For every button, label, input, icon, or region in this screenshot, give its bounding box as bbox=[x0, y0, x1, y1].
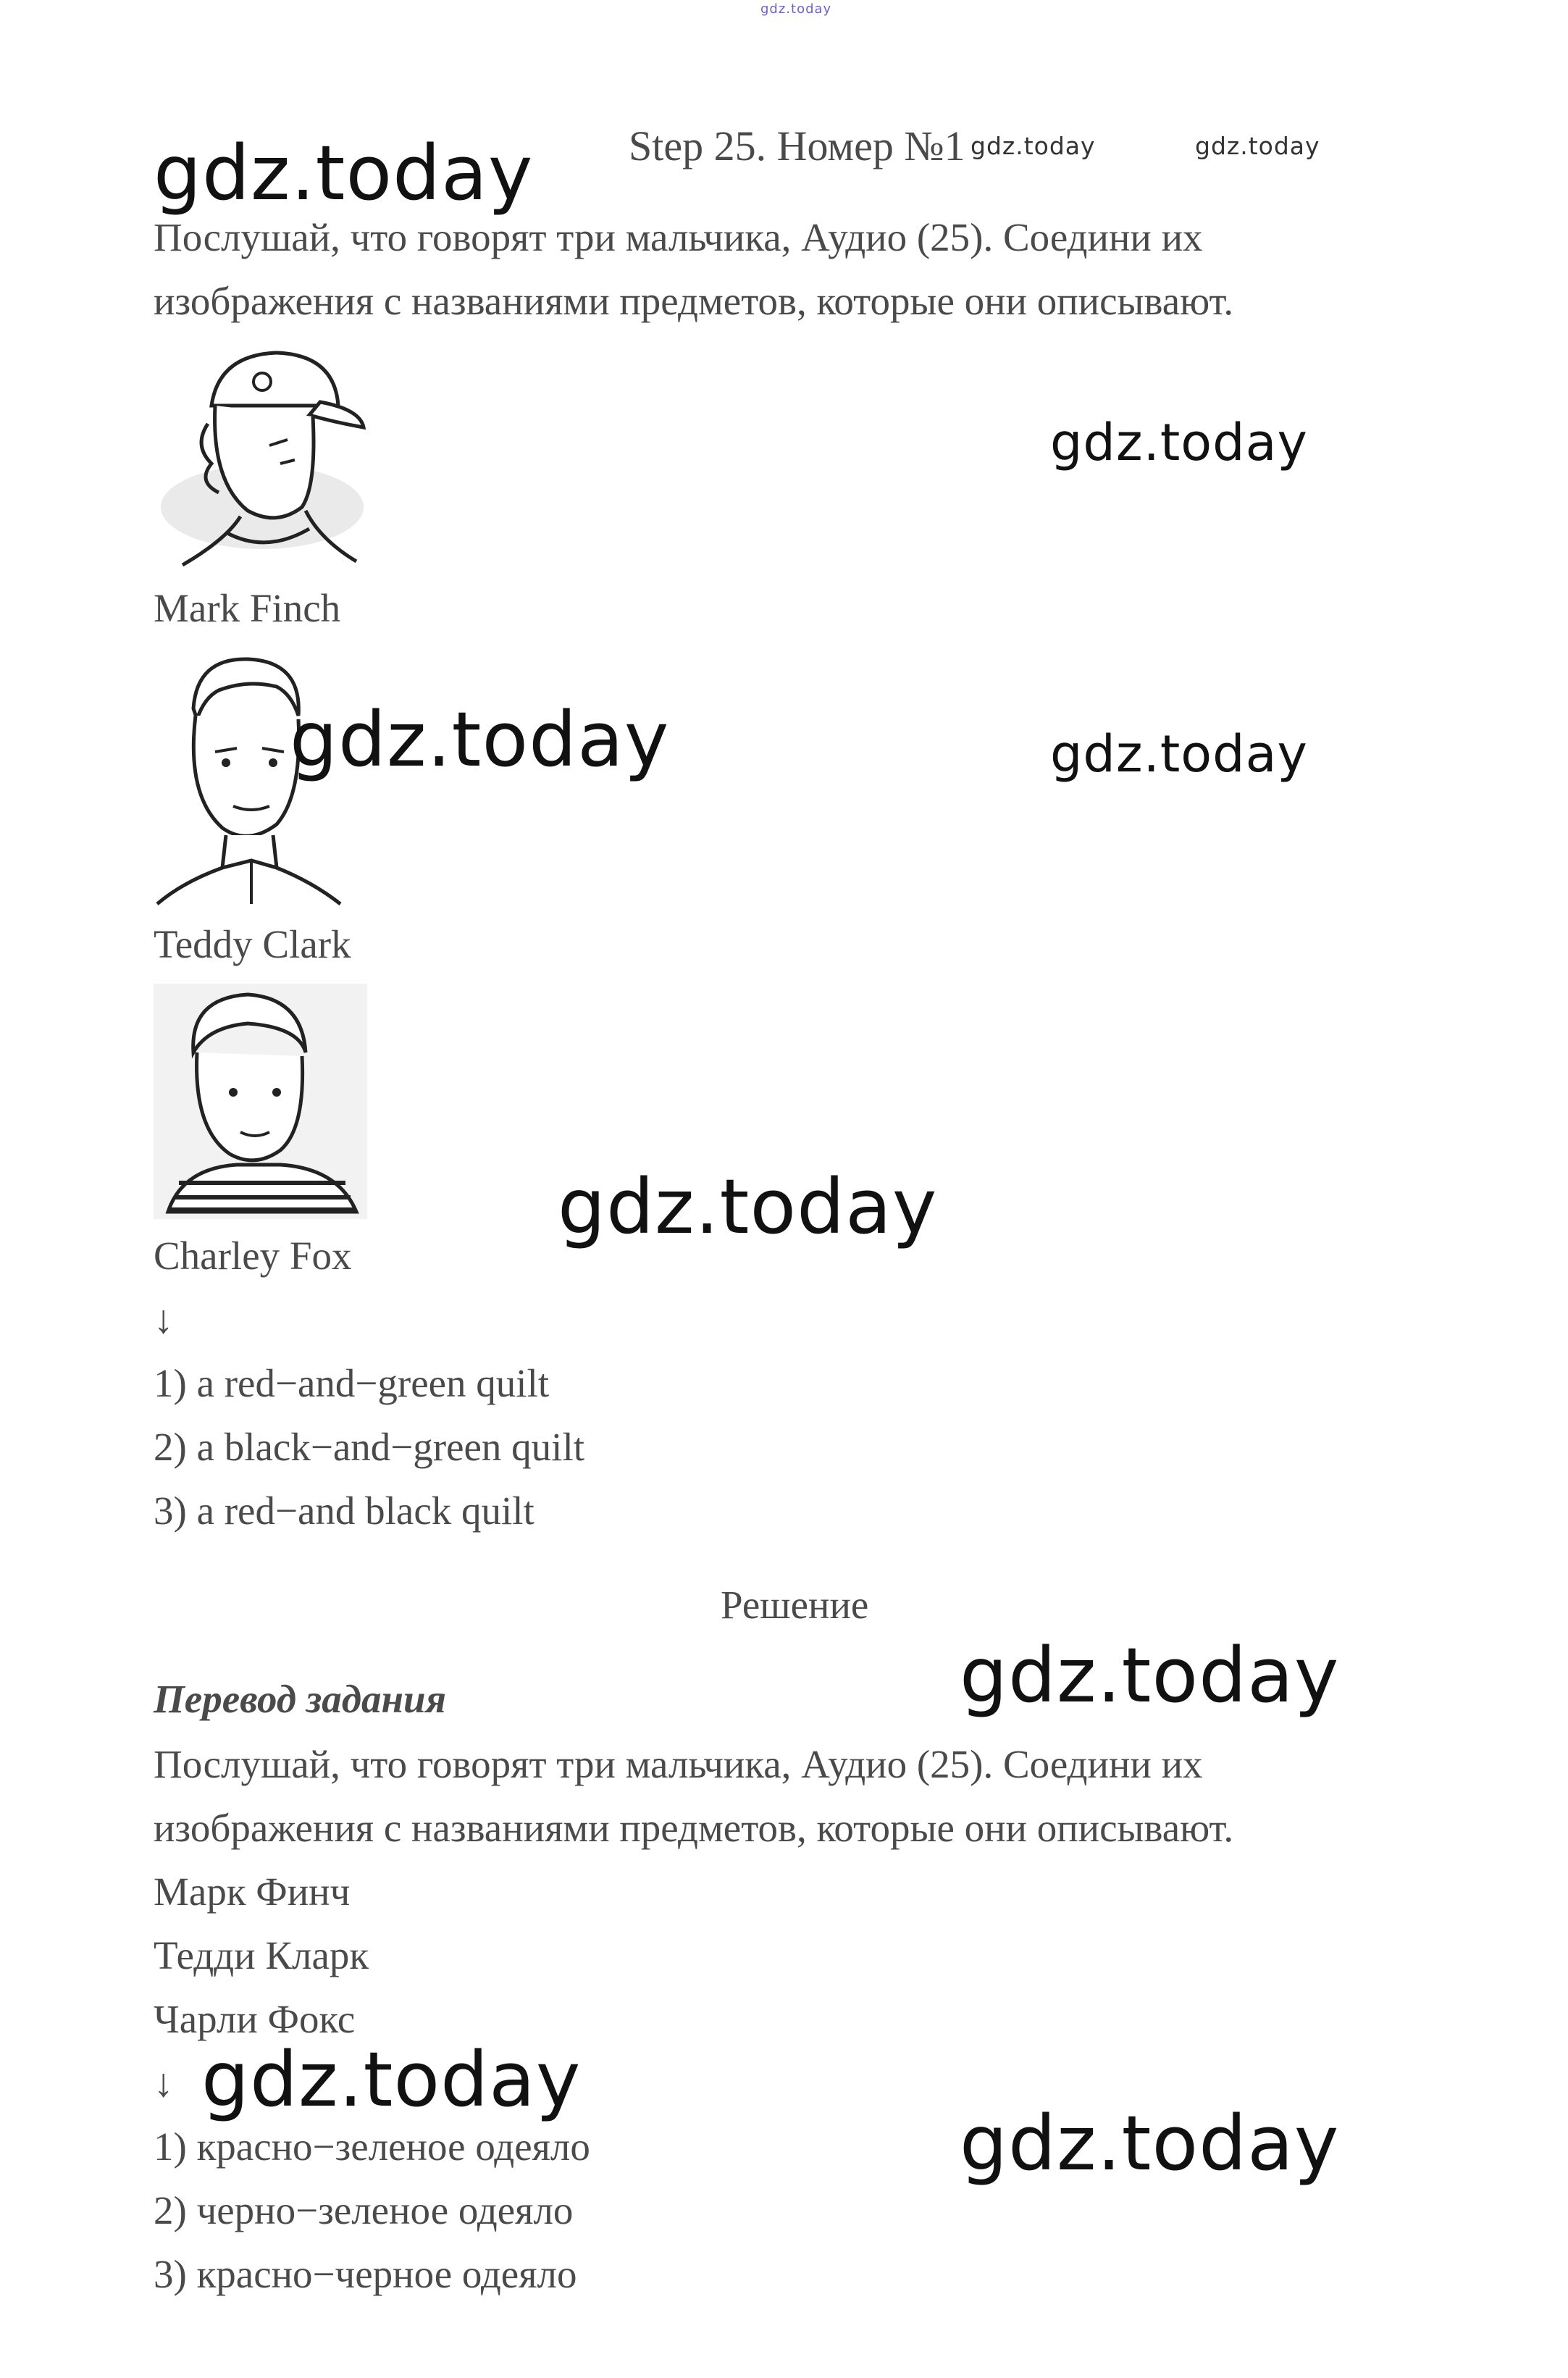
task-text-line-2: изображения с названиями предметов, которые они описывают. bbox=[154, 279, 1234, 323]
solution-subheading: Перевод задания bbox=[154, 1677, 446, 1721]
boy-name-1: Mark Finch bbox=[154, 586, 341, 630]
solution-arrow-down-icon: ↓ bbox=[154, 2061, 174, 2105]
watermark-8: gdz.today bbox=[960, 2099, 1340, 2187]
portrait-mark-finch bbox=[154, 337, 371, 572]
solution-name-1: Марк Финч bbox=[154, 1870, 351, 1914]
boy-name-3: Charley Fox bbox=[154, 1234, 352, 1278]
watermark-6: gdz.today bbox=[960, 1631, 1340, 1720]
watermark-3: gdz.today bbox=[290, 695, 670, 784]
watermark-2: gdz.today bbox=[1050, 413, 1308, 472]
boy-name-2: Teddy Clark bbox=[154, 922, 351, 966]
item-3: 3) a red−and black quilt bbox=[154, 1489, 534, 1533]
watermark-tiny: gdz.today bbox=[760, 1, 832, 17]
solution-item-3: 3) красно−черное одеяло bbox=[154, 2252, 577, 2296]
item-1: 1) a red−and−green quilt bbox=[154, 1361, 550, 1405]
solution-text-line-2: изображения с названиями предметов, которые они описывают. bbox=[154, 1806, 1234, 1850]
watermark-5: gdz.today bbox=[558, 1163, 938, 1251]
solution-item-2: 2) черно−зеленое одеяло bbox=[154, 2188, 574, 2232]
solution-text-line-1: Послушай, что говорят три мальчика, Аудио (25). Соедини их bbox=[154, 1742, 1203, 1786]
watermark-4: gdz.today bbox=[1050, 724, 1308, 784]
solution-name-3: Чарли Фокс bbox=[154, 1997, 356, 2041]
portrait-charley-fox bbox=[154, 984, 367, 1219]
solution-name-2: Тедди Кларк bbox=[154, 1933, 369, 1977]
watermark-7: gdz.today bbox=[201, 2035, 582, 2124]
solution-heading: Решение bbox=[721, 1583, 869, 1627]
item-2: 2) a black−and−green quilt bbox=[154, 1425, 585, 1469]
watermark-small-1: gdz.today bbox=[970, 132, 1096, 160]
watermark-small-2: gdz.today bbox=[1195, 132, 1320, 160]
solution-item-1: 1) красно−зеленое одеяло bbox=[154, 2124, 590, 2169]
arrow-down-icon: ↓ bbox=[154, 1297, 174, 1341]
watermark-1: gdz.today bbox=[154, 129, 534, 217]
task-text-line-1: Послушай, что говорят три мальчика, Аудио (25). Соедини их bbox=[154, 215, 1203, 259]
page-title: Step 25. Номер №1 bbox=[629, 122, 965, 169]
